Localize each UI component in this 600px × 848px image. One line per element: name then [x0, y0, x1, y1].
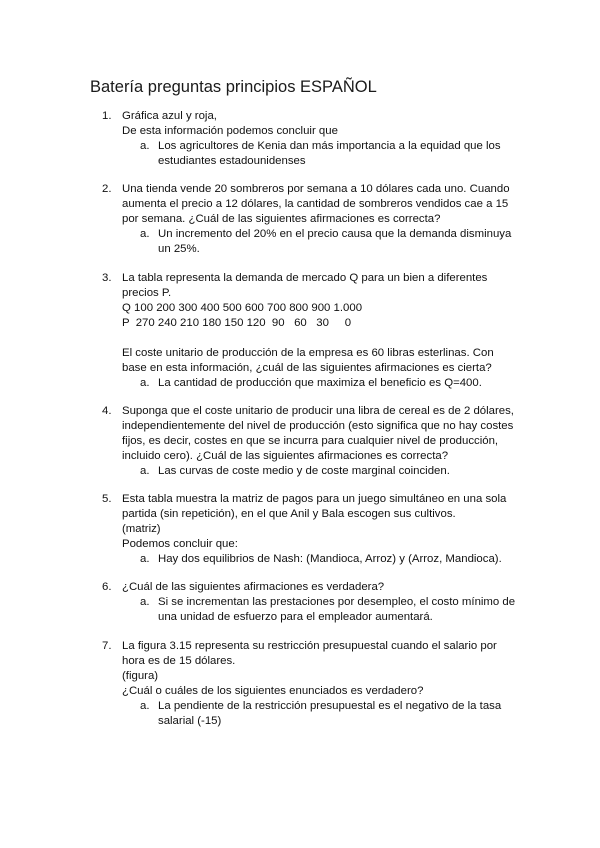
question-number: 6. [102, 581, 112, 593]
question-text: La tabla representa la demanda de mercado Q para un bien a diferentes precios P. [122, 272, 488, 299]
answer-text: La pendiente de la restricción presupuestal es el negativo de la tasa salarial (-15) [158, 700, 502, 727]
answer-text: Un incremento del 20% en el precio causa que la demanda disminuya un 25%. [158, 228, 512, 255]
question-text-line: De esta información podemos concluir que [122, 125, 338, 137]
answer-item [122, 227, 520, 257]
question-number: 1. [102, 110, 112, 122]
question-body [122, 182, 520, 257]
answer-text: La cantidad de producción que maximiza el beneficio es Q=400. [158, 377, 482, 389]
question-number: 2. [102, 183, 112, 195]
question-number: 5. [102, 493, 112, 505]
answer-text: Los agricultores de Kenia dan más importancia a la equidad que los estudiantes estadounidenses [158, 140, 501, 167]
figure-placeholder: (figura) [122, 670, 159, 682]
answer-letter: a. [140, 377, 150, 389]
answer-letter: a. [140, 140, 150, 152]
answer-letter: a. [140, 700, 150, 712]
answer-item [122, 552, 520, 567]
answer-text: Las curvas de coste medio y de coste marginal coinciden. [158, 465, 450, 477]
question-number: 4. [102, 405, 112, 417]
answer-item [122, 699, 520, 729]
question-text-line: Gráfica azul y roja, [122, 110, 217, 122]
demand-table-row-p: P 270 240 210 180 150 120 90 60 30 0 [122, 317, 352, 329]
answer-item [122, 464, 520, 479]
question-text: Suponga que el coste unitario de producir una libra de cereal es de 2 dólares, independientemente del nivel de producción (esto significa que no hay costes fijos, es decir, costes en que se incurra para cualquier nivel de producción, incluido cero). ¿Cuál de las siguientes afirmaciones es correcta? [122, 405, 514, 462]
question-text-line: ¿Cuál o cuáles de los siguientes enunciados es verdadero? [122, 685, 424, 697]
answer-text: Hay dos equilibrios de Nash: (Mandioca, Arroz) y (Arroz, Mandioca). [158, 553, 502, 565]
question-number: 7. [102, 640, 112, 652]
question-body [122, 492, 520, 567]
answer-letter: a. [140, 465, 150, 477]
question-body [122, 109, 520, 169]
answer-letter: a. [140, 553, 150, 565]
question-text: Una tienda vende 20 sombreros por semana a 10 dólares cada uno. Cuando aumenta el precio a 12 dólares, la cantidad de sombreros vendidos cae a 15 por semana. ¿Cuál de las siguientes afirmaciones es correcta? [122, 183, 510, 225]
question-body [122, 580, 520, 625]
question-body [122, 271, 520, 391]
answer-item [122, 139, 520, 169]
demand-table-row-q: Q 100 200 300 400 500 600 700 800 900 1.000 [122, 302, 363, 314]
question-body [122, 639, 520, 729]
question-text: La figura 3.15 representa su restricción presupuestal cuando el salario por hora es de 15 dólares. [122, 640, 497, 667]
document-title: Batería preguntas principios ESPAÑOL [90, 78, 377, 96]
answer-item [122, 595, 520, 625]
answer-letter: a. [140, 596, 150, 608]
question-text: ¿Cuál de las siguientes afirmaciones es verdadera? [122, 581, 385, 593]
matrix-placeholder: (matriz) [122, 523, 161, 535]
question-text-line: Podemos concluir que: [122, 538, 238, 550]
question-body [122, 404, 520, 479]
question-text: Esta tabla muestra la matriz de pagos para un juego simultáneo en una sola partida (sin repetición), en el que Anil y Bala escogen sus cultivos. [122, 493, 507, 520]
answer-letter: a. [140, 228, 150, 240]
answer-item [122, 376, 520, 391]
question-number: 3. [102, 272, 112, 284]
answer-text: Si se incrementan las prestaciones por desempleo, el costo mínimo de una unidad de esfuerzo para el empleador aumentará. [158, 596, 516, 623]
question-text: El coste unitario de producción de la empresa es 60 libras esterlinas. Con base en esta información, ¿cuál de las siguientes afirmaciones es cierta? [122, 347, 494, 374]
